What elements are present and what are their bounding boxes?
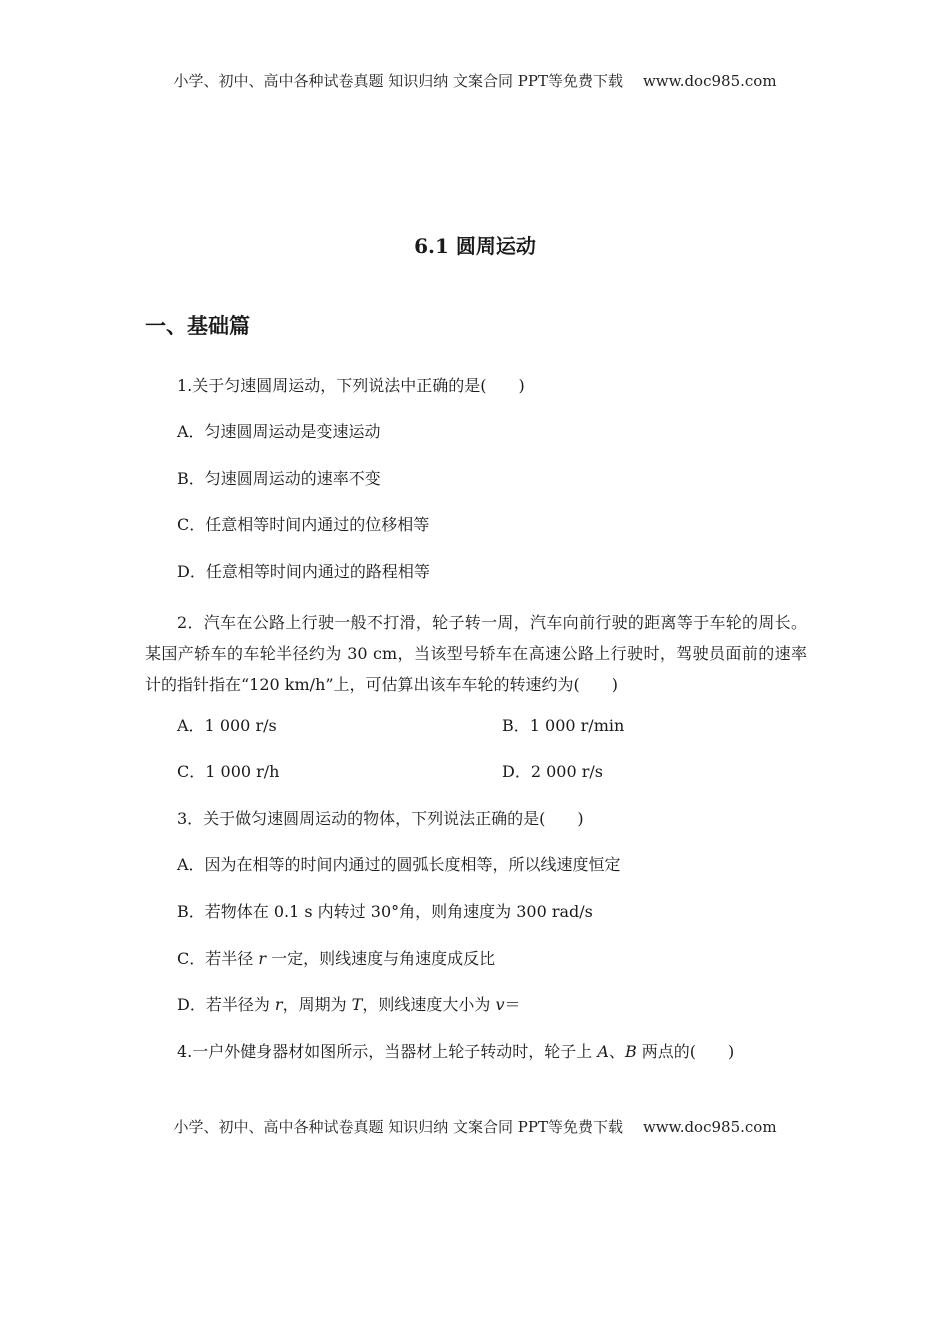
question-3-option-d-mid: ，周期为 <box>282 995 352 1014</box>
question-1-stem: 1.关于匀速圆周运动，下列说法中正确的是( ) <box>177 376 525 395</box>
variable-a: A <box>597 1042 609 1061</box>
question-2-option-a: A．1 000 r/s <box>177 716 277 735</box>
variable-r: r <box>258 949 266 968</box>
question-4-stem-pre: 4.一户外健身器材如图所示，当器材上轮子转动时，轮子上 <box>177 1042 598 1061</box>
question-4-stem <box>177 1042 734 1062</box>
question-1-option-c: C．任意相等时间内通过的位移相等 <box>177 515 430 534</box>
question-3-option-d-mid2: ，则线速度大小为 <box>362 995 496 1014</box>
question-2-stem: 2．汽车在公路上行驶一般不打滑，轮子转一周，汽车向前行驶的距离等于车轮的周长。某国产轿车的车轮半径约为 30 cm，当该型号轿车在高速公路上行驶时，驾驶员面前的速率计的指针指在“120 km/h”上，可估算出该车车轮的转速约为( ) <box>145 613 807 694</box>
header-text: 小学、初中、高中各种试卷真题 知识归纳 文案合同 PPT等免费下载 <box>173 72 623 90</box>
question-1-option-b: B．匀速圆周运动的速率不变 <box>177 469 381 488</box>
question-1-option-a: A．匀速圆周运动是变速运动 <box>177 422 381 441</box>
section-heading: 一、基础篇 <box>145 313 250 338</box>
question-3-option-c-post: 一定，则线速度与角速度成反比 <box>266 949 496 968</box>
header-url[interactable]: www.doc985.com <box>642 72 777 90</box>
page-title: 6.1 圆周运动 <box>414 234 536 258</box>
footer-url[interactable]: www.doc985.com <box>642 1118 777 1136</box>
question-1-option-d: D．任意相等时间内通过的路程相等 <box>177 562 430 581</box>
question-3-stem: 3．关于做匀速圆周运动的物体，下列说法正确的是( ) <box>177 809 584 828</box>
page-header <box>0 70 950 91</box>
question-3-option-d-pre: D．若半径为 <box>177 995 275 1014</box>
variable-r: r <box>274 995 283 1014</box>
question-4-stem-mid: 、 <box>608 1042 625 1061</box>
question-3-option-d-post: ＝ <box>504 995 521 1014</box>
question-3-option-b: B．若物体在 0.1 s 内转过 30°角，则角速度为 300 rad/s <box>177 902 593 921</box>
variable-b: B <box>624 1042 637 1061</box>
footer-text: 小学、初中、高中各种试卷真题 知识归纳 文案合同 PPT等免费下载 <box>173 1118 623 1136</box>
question-3-option-c <box>177 949 495 969</box>
question-3-option-d <box>177 995 521 1015</box>
variable-v: v <box>495 995 505 1014</box>
page-footer <box>0 1116 950 1137</box>
question-3-option-a: A．因为在相等的时间内通过的圆弧长度相等，所以线速度恒定 <box>177 855 621 874</box>
question-2-option-b: B．1 000 r/min <box>502 716 625 735</box>
question-2-option-c: C．1 000 r/h <box>177 762 280 781</box>
question-3-option-c-pre: C．若半径 <box>177 949 259 968</box>
question-2-option-d: D．2 000 r/s <box>502 762 603 781</box>
variable-t: T <box>351 995 363 1014</box>
question-4-stem-post: 两点的( ) <box>636 1042 735 1061</box>
